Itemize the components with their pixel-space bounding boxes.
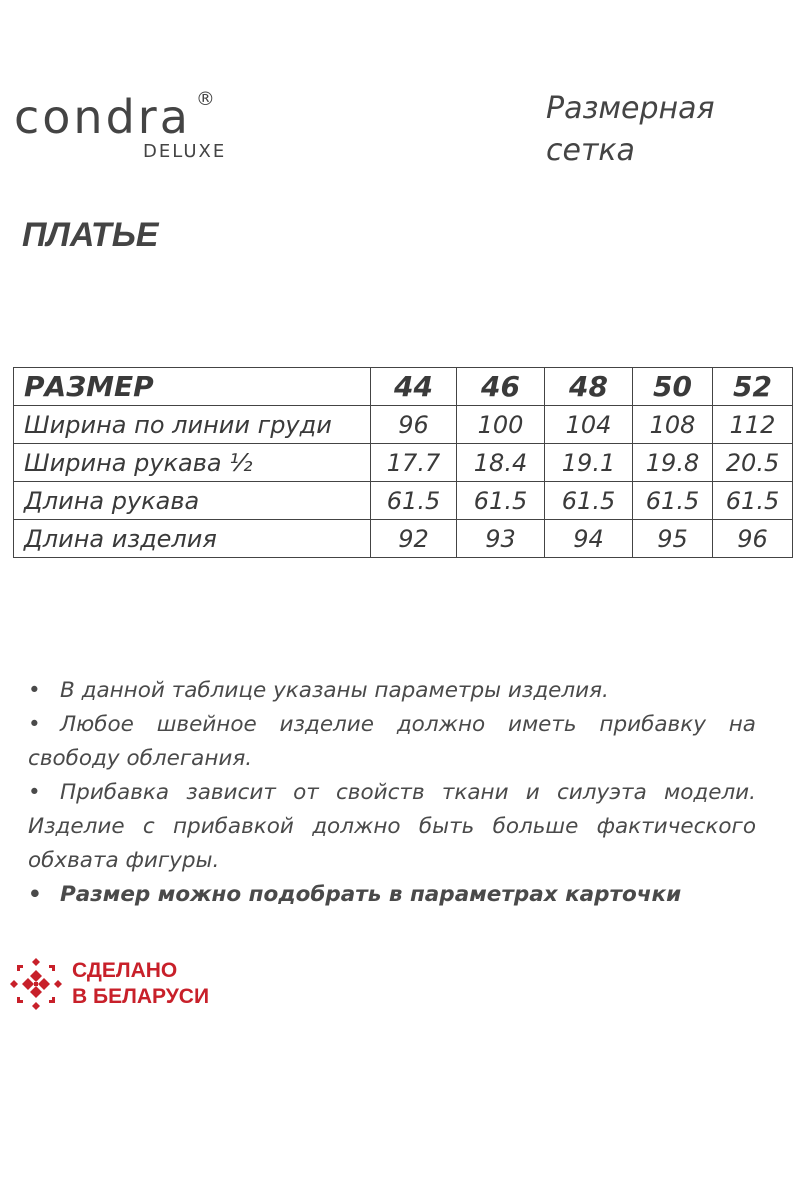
table-row bbox=[14, 520, 793, 558]
table-cell: 108 bbox=[633, 406, 713, 444]
table-cell: 17.7 bbox=[371, 444, 457, 482]
table-cell: 112 bbox=[713, 406, 793, 444]
table-row bbox=[14, 444, 793, 482]
made-in-line-1: СДЕЛАНО bbox=[72, 959, 178, 982]
product-title: ПЛАТЬЕ bbox=[22, 216, 159, 254]
table-cell: 61.5 bbox=[713, 482, 793, 520]
row-label: Длина изделия bbox=[14, 520, 371, 558]
table-cell: 95 bbox=[633, 520, 713, 558]
table-cell: 19.1 bbox=[545, 444, 633, 482]
page-heading bbox=[546, 88, 776, 172]
notes-list bbox=[28, 674, 756, 912]
heading-line-2: сетка bbox=[546, 133, 635, 168]
bullet-icon: • bbox=[28, 780, 41, 805]
brand-subline: DELUXE bbox=[143, 141, 227, 162]
header-size: 50 bbox=[633, 368, 713, 406]
made-in-label bbox=[72, 958, 209, 1010]
table-cell: 93 bbox=[457, 520, 545, 558]
belarus-ornament-icon bbox=[8, 956, 64, 1012]
bullet-icon: • bbox=[28, 678, 41, 703]
note-item bbox=[28, 708, 756, 776]
note-text: В данной таблице указаны параметры изделия. bbox=[60, 678, 609, 703]
table-row bbox=[14, 406, 793, 444]
table-cell: 94 bbox=[545, 520, 633, 558]
brand-logo bbox=[14, 88, 274, 162]
header-size: 46 bbox=[457, 368, 545, 406]
row-label: Ширина по линии груди bbox=[14, 406, 371, 444]
table-cell: 100 bbox=[457, 406, 545, 444]
size-table bbox=[13, 367, 793, 558]
note-text: Любое швейное изделие должно иметь прибавку на свободу облегания. bbox=[28, 712, 756, 771]
table-cell: 18.4 bbox=[457, 444, 545, 482]
table-cell: 61.5 bbox=[545, 482, 633, 520]
row-label: Ширина рукава ½ bbox=[14, 444, 371, 482]
table-cell: 96 bbox=[371, 406, 457, 444]
table-cell: 61.5 bbox=[371, 482, 457, 520]
row-label: Длина рукава bbox=[14, 482, 371, 520]
made-in-line-2: В БЕЛАРУСИ bbox=[72, 985, 210, 1008]
registered-mark: ® bbox=[195, 88, 215, 110]
table-cell: 104 bbox=[545, 406, 633, 444]
table-cell: 19.8 bbox=[633, 444, 713, 482]
header-size: 44 bbox=[371, 368, 457, 406]
made-in-belarus-badge bbox=[8, 956, 209, 1012]
note-item bbox=[28, 878, 756, 912]
table-cell: 92 bbox=[371, 520, 457, 558]
bullet-icon: • bbox=[28, 882, 42, 907]
table-cell: 20.5 bbox=[713, 444, 793, 482]
table-cell: 61.5 bbox=[457, 482, 545, 520]
note-item bbox=[28, 674, 756, 708]
note-text: Прибавка зависит от свойств ткани и силуэта модели. Изделие с прибавкой должно быть больше фактического обхвата фигуры. bbox=[28, 780, 756, 873]
heading-line-1: Размерная bbox=[546, 91, 715, 126]
note-text: Размер можно подобрать в параметрах карточки bbox=[60, 882, 682, 907]
header-size: 52 bbox=[713, 368, 793, 406]
table-cell: 96 bbox=[713, 520, 793, 558]
bullet-icon: • bbox=[28, 712, 41, 737]
note-item bbox=[28, 776, 756, 878]
table-header-row bbox=[14, 368, 793, 406]
brand-name: condra ® bbox=[14, 88, 215, 144]
header-size: 48 bbox=[545, 368, 633, 406]
header-size-label: РАЗМЕР bbox=[14, 368, 371, 406]
table-cell: 61.5 bbox=[633, 482, 713, 520]
table-row bbox=[14, 482, 793, 520]
